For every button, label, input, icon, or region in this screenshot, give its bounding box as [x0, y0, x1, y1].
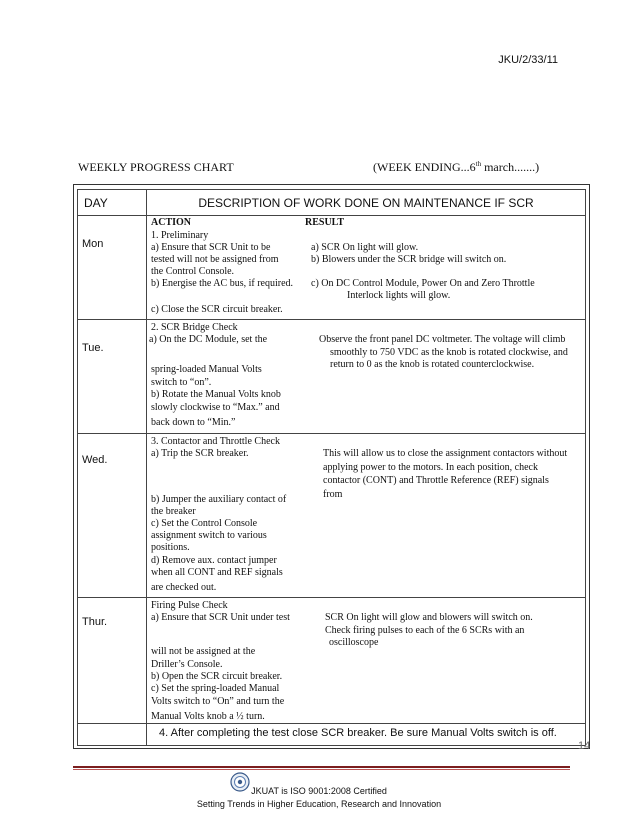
document-reference: JKU/2/33/11	[498, 54, 558, 66]
description-cell	[147, 598, 586, 724]
action-line: b) Open the SCR circuit breaker.	[151, 671, 283, 682]
page-number: 14	[578, 740, 591, 752]
day-cell	[78, 598, 147, 724]
certification-text: JKUAT is ISO 9001:2008 Certified	[251, 786, 387, 796]
week-ending-sup: th	[475, 160, 482, 168]
action-line: a) On the DC Module, set the	[149, 334, 268, 345]
week-ending-prefix: (WEEK ENDING...6	[373, 160, 476, 174]
action-line: Firing Pulse Check	[151, 600, 228, 611]
day-header: DAY	[78, 190, 147, 216]
action-heading: ACTION	[151, 217, 192, 228]
result-line: oscilloscope	[329, 637, 379, 648]
action-line: the breaker	[151, 506, 196, 517]
action-line: when all CONT and REF signals	[151, 567, 283, 578]
week-ending	[373, 160, 539, 175]
action-line: back down to “Min.”	[151, 417, 236, 428]
action-line: d) Remove aux. contact jumper	[151, 555, 277, 566]
action-line: Driller’s Console.	[151, 659, 223, 670]
chart-title: WEEKLY PROGRESS CHART	[78, 160, 234, 174]
action-line: c) Set the spring-loaded Manual	[151, 683, 280, 694]
description-header: DESCRIPTION OF WORK DONE ON MAINTENANCE IF SCR	[147, 190, 586, 216]
action-line: b) Energise the AC bus, if required.	[151, 278, 294, 289]
result-line: contactor (CONT) and Throttle Reference (REF) signals	[323, 475, 549, 486]
table-row	[78, 724, 586, 746]
result-line: applying power to the motors. In each position, check	[323, 462, 538, 473]
result-line: from	[323, 489, 343, 500]
description-cell	[147, 434, 586, 598]
table-row	[78, 434, 586, 598]
result-line: This will allow us to close the assignment contactors without	[323, 448, 568, 459]
action-line: 2. SCR Bridge Check	[151, 322, 238, 333]
action-line: positions.	[151, 542, 190, 553]
action-line: will not be assigned at the	[151, 646, 256, 657]
action-line: b) Rotate the Manual Volts knob	[151, 389, 281, 400]
result-line: c) On DC Control Module, Power On and Zero Throttle	[311, 278, 535, 289]
result-line: Interlock lights will glow.	[347, 290, 451, 301]
result-heading: RESULT	[305, 217, 345, 228]
result-line: Check firing pulses to each of the 6 SCRs with an	[325, 625, 525, 636]
tagline-text: Setting Trends in Higher Education, Research and Innovation	[196, 799, 442, 809]
action-line: b) Jumper the auxiliary contact of	[151, 494, 287, 505]
result-line: smoothly to 750 VDC as the knob is rotated clockwise, and	[330, 347, 568, 358]
day-label: Mon	[82, 238, 104, 250]
day-cell	[78, 320, 147, 434]
action-line: 1. Preliminary	[151, 230, 209, 241]
action-line: c) Set the Control Console	[151, 518, 258, 529]
action-line: Volts switch to “On” and turn the	[151, 696, 285, 707]
action-line: spring-loaded Manual Volts	[151, 364, 262, 375]
week-ending-suffix: march.......)	[481, 160, 540, 174]
day-cell	[78, 216, 147, 320]
result-line: return to 0 as the knob is rotated counterclockwise.	[330, 359, 535, 370]
action-line: a) Ensure that SCR Unit under test	[151, 612, 290, 623]
action-line: Manual Volts knob a ½ turn.	[151, 711, 265, 722]
action-line: a) Trip the SCR breaker.	[151, 448, 249, 459]
result-line: SCR On light will glow and blowers will switch on.	[325, 612, 533, 623]
description-cell	[147, 216, 586, 320]
result-line: Observe the front panel DC voltmeter. The voltage will climb	[319, 334, 566, 345]
action-line: c) Close the SCR circuit breaker.	[151, 304, 283, 315]
progress-table	[77, 189, 586, 746]
action-line: tested will not be assigned from	[151, 254, 279, 265]
result-line: a) SCR On light will glow.	[311, 242, 419, 253]
action-line: slowly clockwise to “Max.” and	[151, 402, 280, 413]
result-line: b) Blowers under the SCR bridge will switch on.	[311, 254, 507, 265]
day-cell	[78, 434, 147, 598]
day-label: Thur.	[82, 616, 108, 628]
table-row	[78, 216, 586, 320]
action-line: 3. Contactor and Throttle Check	[151, 436, 280, 447]
action-line: switch to “on”.	[151, 377, 212, 388]
action-line: a) Ensure that SCR Unit to be	[151, 242, 271, 253]
action-line: are checked out.	[151, 582, 217, 593]
table-row	[78, 320, 586, 434]
day-label: Wed.	[82, 454, 108, 466]
final-note: 4. After completing the test close SCR breaker. Be sure Manual Volts switch is off.	[147, 724, 586, 746]
table-row	[78, 598, 586, 724]
table-header-row	[78, 190, 586, 216]
action-line: the Control Console.	[151, 266, 235, 277]
day-label: Tue.	[82, 342, 104, 354]
action-line: assignment switch to various	[151, 530, 267, 541]
footer-rule	[73, 766, 570, 768]
description-cell	[147, 320, 586, 434]
footer-rule-thin	[73, 769, 570, 770]
day-cell	[78, 724, 147, 746]
